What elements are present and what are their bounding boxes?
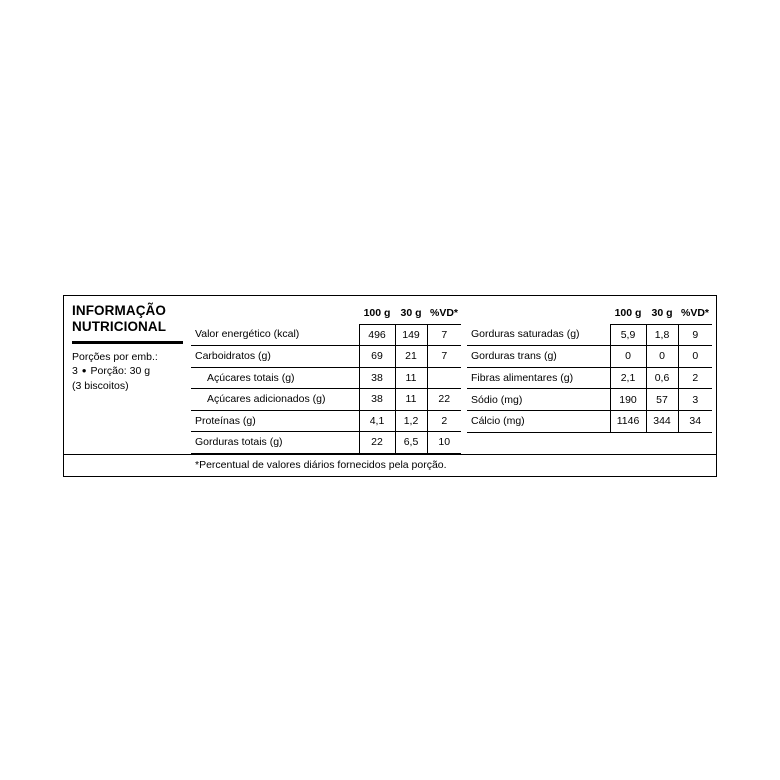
nutrient-100g: 0 — [610, 346, 646, 368]
nutrient-name: Sódio (mg) — [467, 389, 610, 411]
servings-info — [72, 350, 185, 393]
header-blank — [467, 303, 610, 324]
label-heading-block — [64, 296, 191, 454]
bullet-separator-icon: ● — [81, 365, 87, 375]
servings-line — [72, 364, 185, 378]
nutrient-name: Gorduras totais (g) — [191, 432, 359, 454]
footnote-text: *Percentual de valores diários fornecidos pela porção. — [195, 458, 447, 471]
nutrient-vd: 10 — [427, 432, 461, 454]
nutrient-name: Valor energético (kcal) — [191, 324, 359, 346]
nutrient-100g: 496 — [359, 324, 395, 346]
empty-cell — [678, 432, 712, 453]
label-title-line1: INFORMAÇÃO — [72, 303, 166, 318]
table-row — [191, 432, 461, 454]
table-row — [467, 346, 712, 368]
label-title — [72, 303, 185, 336]
nutrient-name: Açúcares adicionados (g) — [191, 389, 359, 411]
nutrient-portion: 57 — [646, 389, 678, 411]
nutrient-vd — [427, 367, 461, 389]
table-header-row — [467, 303, 712, 324]
table-row — [191, 389, 461, 411]
nutrient-100g: 22 — [359, 432, 395, 454]
label-body — [64, 296, 716, 454]
title-divider — [72, 341, 183, 344]
nutrient-portion: 1,8 — [646, 324, 678, 346]
header-portion: 30 g — [395, 303, 427, 324]
nutrient-vd: 2 — [427, 410, 461, 432]
table-row — [467, 411, 712, 433]
nutrient-100g: 190 — [610, 389, 646, 411]
nutrient-vd: 34 — [678, 411, 712, 433]
table-row — [467, 389, 712, 411]
nutrient-100g: 2,1 — [610, 367, 646, 389]
nutrient-name: Proteínas (g) — [191, 410, 359, 432]
nutrient-vd: 2 — [678, 367, 712, 389]
table-row — [467, 324, 712, 346]
header-100g: 100 g — [610, 303, 646, 324]
nutrient-portion: 1,2 — [395, 410, 427, 432]
header-100g: 100 g — [359, 303, 395, 324]
table-row — [191, 324, 461, 346]
nutrient-vd: 9 — [678, 324, 712, 346]
nutrient-name: Fibras alimentares (g) — [467, 367, 610, 389]
header-percent-vd: %VD* — [678, 303, 712, 324]
nutrient-vd: 22 — [427, 389, 461, 411]
nutrient-portion: 344 — [646, 411, 678, 433]
nutrient-portion: 149 — [395, 324, 427, 346]
servings-value: 3 — [72, 365, 78, 378]
nutrient-vd: 3 — [678, 389, 712, 411]
table-row — [191, 367, 461, 389]
nutrient-table-left — [191, 303, 461, 454]
portion-note: (3 biscoitos) — [72, 379, 129, 392]
nutrient-name: Carboidratos (g) — [191, 346, 359, 368]
nutrient-100g: 1146 — [610, 411, 646, 433]
nutrient-portion: 6,5 — [395, 432, 427, 454]
nutrition-facts-label — [63, 295, 717, 477]
nutrient-vd: 0 — [678, 346, 712, 368]
nutrient-100g: 4,1 — [359, 410, 395, 432]
servings-label: Porções por emb.: — [72, 350, 158, 363]
footnote-row — [64, 454, 716, 476]
nutrient-100g: 5,9 — [610, 324, 646, 346]
nutrient-name: Cálcio (mg) — [467, 411, 610, 433]
header-percent-vd: %VD* — [427, 303, 461, 324]
label-title-line2: NUTRICIONAL — [72, 319, 167, 335]
table-row — [467, 367, 712, 389]
table-row-empty — [467, 432, 712, 453]
empty-cell — [467, 432, 610, 453]
table-row — [191, 410, 461, 432]
nutrient-vd: 7 — [427, 324, 461, 346]
nutrient-portion: 11 — [395, 389, 427, 411]
table-row — [191, 346, 461, 368]
header-blank — [191, 303, 359, 324]
header-portion: 30 g — [646, 303, 678, 324]
nutrient-portion: 21 — [395, 346, 427, 368]
empty-cell — [646, 432, 678, 453]
nutrient-100g: 69 — [359, 346, 395, 368]
nutrient-name: Gorduras trans (g) — [467, 346, 610, 368]
nutrient-vd: 7 — [427, 346, 461, 368]
nutrient-name: Açúcares totais (g) — [191, 367, 359, 389]
nutrient-tables — [191, 296, 716, 454]
nutrient-name: Gorduras saturadas (g) — [467, 324, 610, 346]
table-header-row — [191, 303, 461, 324]
nutrient-100g: 38 — [359, 389, 395, 411]
empty-cell — [610, 432, 646, 453]
nutrient-table-right — [467, 303, 712, 454]
nutrient-portion: 0 — [646, 346, 678, 368]
nutrient-portion: 0,6 — [646, 367, 678, 389]
portion-text: Porção: 30 g — [90, 365, 151, 378]
nutrient-100g: 38 — [359, 367, 395, 389]
nutrient-portion: 11 — [395, 367, 427, 389]
